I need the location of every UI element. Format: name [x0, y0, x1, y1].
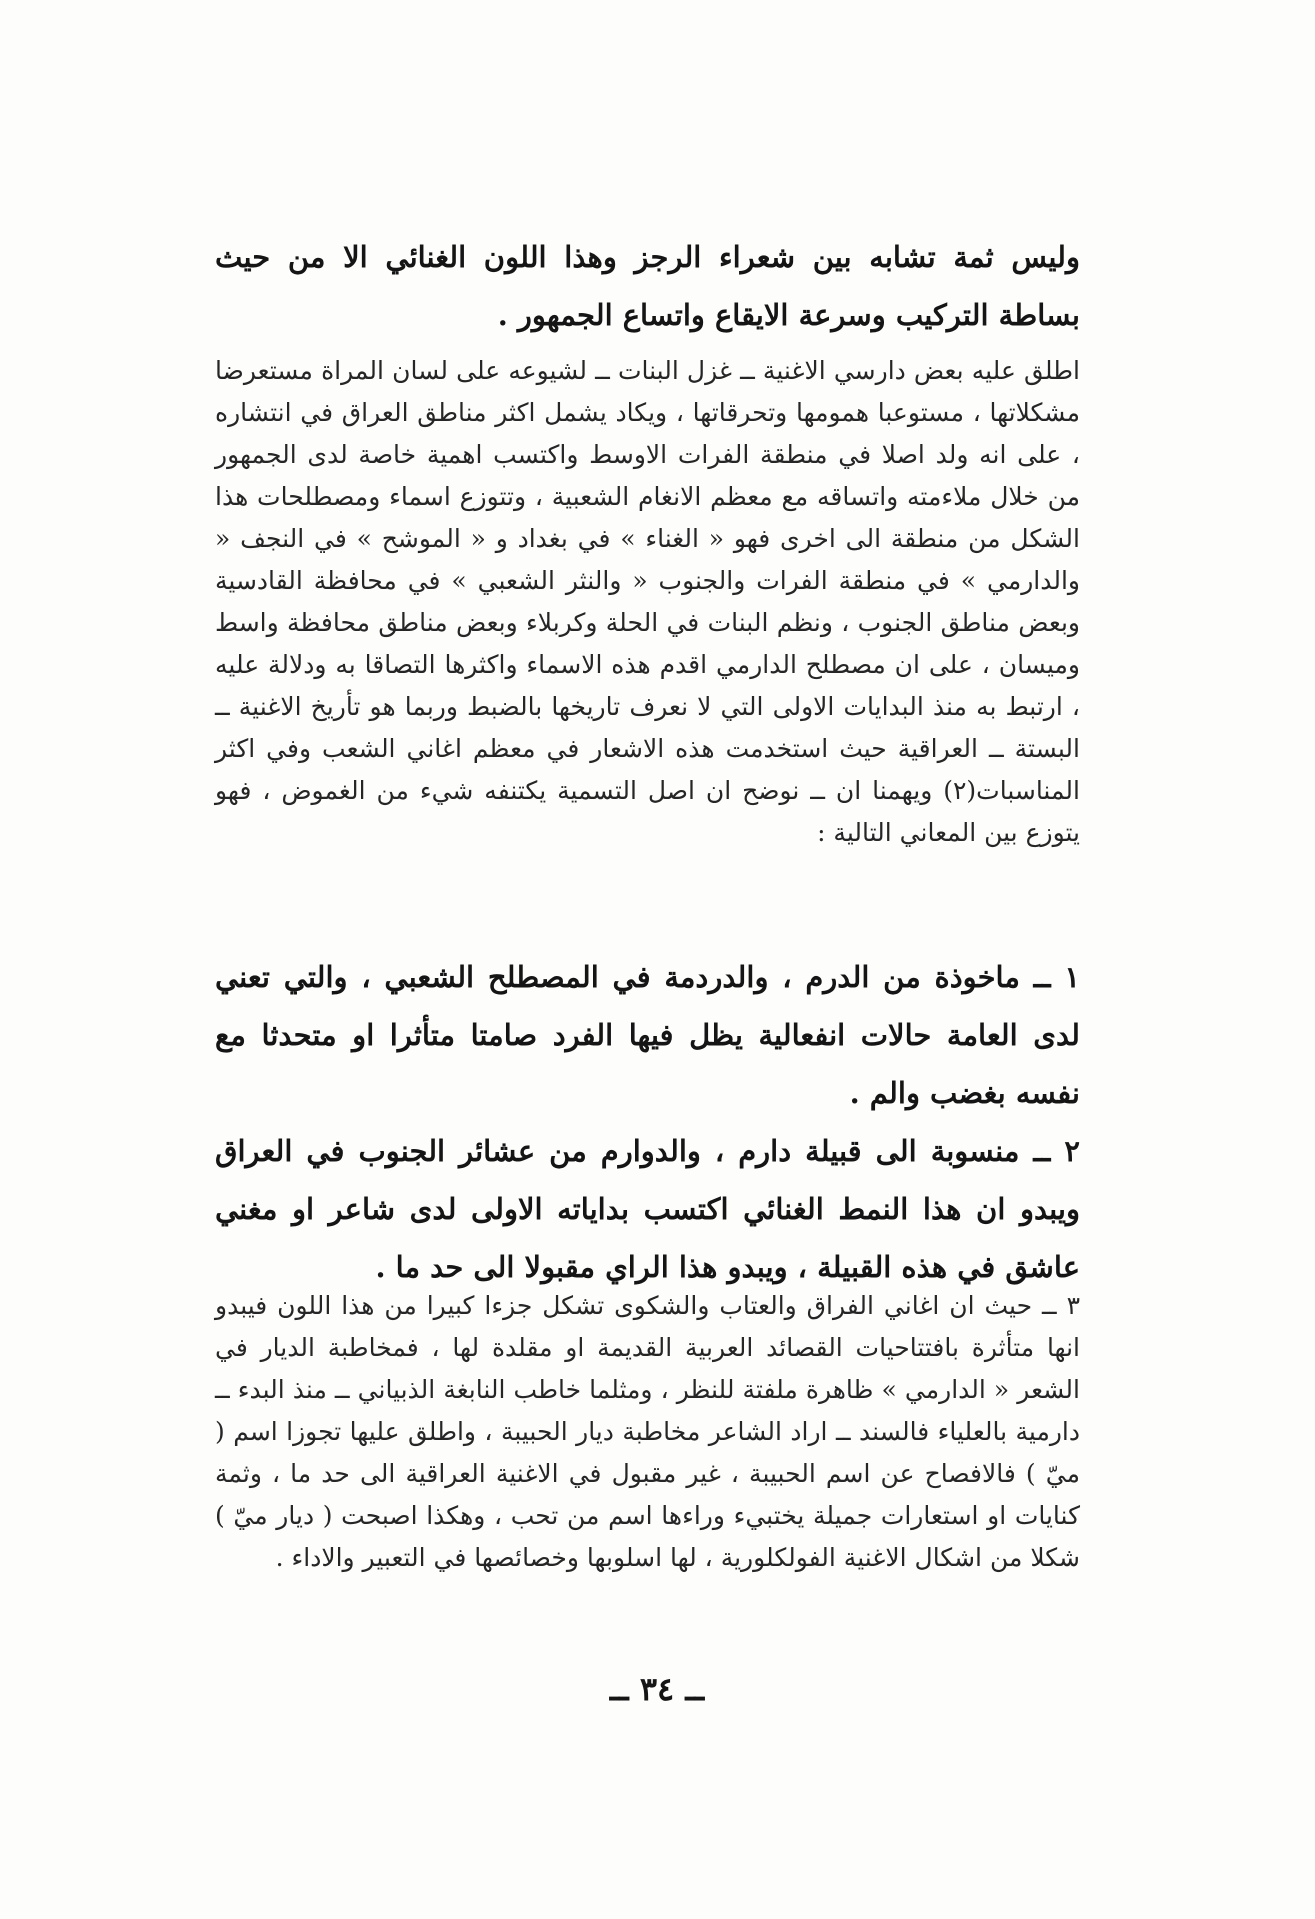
paragraph-meaning-three: ٣ ــ حيث ان اغاني الفراق والعتاب والشكوى تشكل جزءا كبيرا من هذا اللون فيبدو انها متأثرة بافتتاحيات القصائد العربية القديمة او مقلدة لها ، فمخاطبة الديار في الشعر « الدارمي » ظاهرة ملفتة للنظر ، ومثلما خاطب النابغة الذبياني ــ منذ البدء ــ دارمية بالعلياء فالسند ــ اراد الشاعر مخاطبة ديار الحبيبة ، واطلق عليها تجوزا اسم ( ميّ ) فالافصاح عن اسم الحبيبة ، غير مقبول في الاغنية العراقية الى حد ما ، وثمة كنايات او استعارات جميلة يختبيء وراءها اسم من تحب ، وهكذا اصبحت ( ديار ميّ ) شكلا من اشكال الاغنية الفولكلورية ، لها اسلوبها وخصائصها في التعبير والاداء . — [215, 1291, 1080, 1572]
page-number: ــ ٣٤ ــ — [609, 1670, 705, 1708]
paragraph-darmi-origins: اطلق عليه بعض دارسي الاغنية ــ غزل البنات ــ لشيوعه على لسان المراة مستعرضا مشكلاتها ، مستوعبا همومها وتحرقاتها ، ويكاد يشمل اكثر مناطق العراق في انتشاره ، على انه ولد اصلا في منطقة الفرات الاوسط واكتسب اهمية خاصة لدى الجمهور من خلال ملاءمته واتساقه مع معظم الانغام الشعبية ، وتتوزع اسماء ومصطلحات هذا الشكل من منطقة الى اخرى فهو « الغناء » في بغداد و « الموشح » في النجف « والدارمي » في منطقة الفرات والجنوب « والنثر الشعبي » في محافظة القادسية وبعض مناطق الجنوب ، ونظم البنات في الحلة وكربلاء وبعض مناطق محافظة واسط وميسان ، على ان مصطلح الدارمي اقدم هذه الاسماء واكثرها التصاقا به ودلالة عليه ، ارتبط به منذ البدايات الاولى التي لا نعرف تاريخها بالضبط وربما هو تأريخ الاغنية ــ البستة ــ العراقية حيث استخدمت هذه الاشعار في معظم اغاني الشعب وفي اكثر المناسبات(٢) ويهمنا ان ــ نوضح ان اصل التسمية يكتنفه شيء من الغموض ، فهو يتوزع بين المعاني التالية : — [215, 356, 1080, 847]
paragraph-rajaz-comparison: وليس ثمة تشابه بين شعراء الرجز وهذا اللون الغنائي الا من حيث بساطة التركيب وسرعة الايقاع واتساع الجمهور . — [215, 240, 1080, 332]
paragraph-meaning-two: ٢ ــ منسوبة الى قبيلة دارم ، والدوارم من عشائر الجنوب في العراق ويبدو ان هذا النمط الغنائي اكتسب بداياته الاولى لدى شاعر او مغني عاشق في هذه القبيلة ، ويبدو هذا الراي مقبولا الى حد ما . — [215, 1134, 1080, 1284]
paragraph-meaning-one: ١ ــ ماخوذة من الدرم ، والدردمة في المصطلح الشعبي ، والتي تعني لدى العامة حالات انفعالية يظل فيها الفرد صامتا متأثرا او متحدثا مع نفسه بغضب والم . — [215, 960, 1080, 1110]
